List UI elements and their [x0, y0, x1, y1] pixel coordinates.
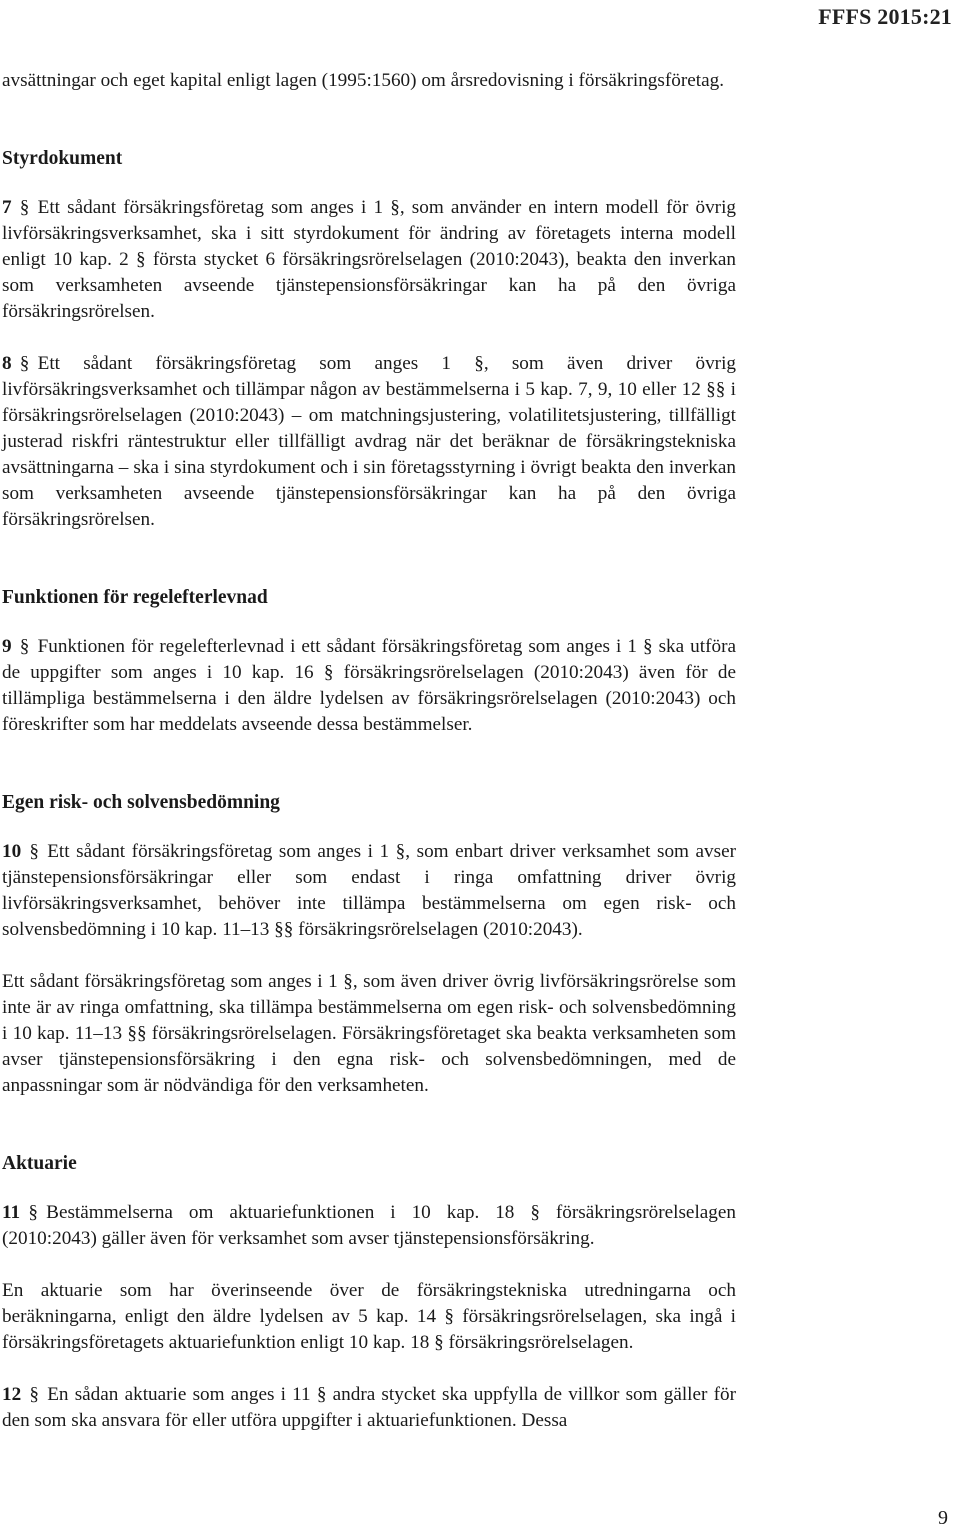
paragraph-text: Bestämmelserna om aktuariefunktionen i 10 kap. 18 § försäkringsrörelselagen (2010:2043) gäller även för verksamhet som avser tjänstepensionsförsäkring. — [2, 1202, 736, 1249]
heading-regelefterlevnad: Funktionen för regelefterlevnad — [2, 587, 268, 608]
section-number: 11 — [2, 1202, 21, 1223]
section-symbol: § — [19, 636, 30, 657]
section-symbol: § — [19, 197, 30, 218]
heading-aktuarie: Aktuarie — [2, 1153, 77, 1174]
paragraph-10 — [2, 839, 736, 943]
paragraph-11-second: En aktuarie som har överinseende över de försäkringstekniska utredningarna och beräkningarna, enligt den äldre lydelsen av 5 kap. 14 § försäkringsrörelselagen, ska ingå i försäkringsföretagets aktuariefunktion enligt 10 kap. 18 § försäkringsrörelselagen. — [2, 1280, 736, 1353]
section-symbol: § — [29, 841, 39, 862]
paragraph-12 — [2, 1382, 736, 1434]
paragraph-7 — [2, 195, 736, 325]
section-symbol: § — [19, 353, 30, 374]
paragraph-11 — [2, 1200, 736, 1252]
paragraph-text: Ett sådant försäkringsföretag som anges i 1 §, som enbart driver verksamhet som avser tjänstepensionsförsäkringar eller som endast i ringa omfattning driver övrig livförsäkringsverksamhet, behöver inte tillämpa bestämmelserna om egen risk- och solvensbedömning i 10 kap. 11–13 §§ försäkringsrörelselagen (2010:2043). — [2, 841, 736, 940]
heading-styrdokument: Styrdokument — [2, 148, 123, 169]
section-symbol: § — [29, 1384, 39, 1405]
paragraph-text: Ett sådant försäkringsföretag som anges i 1 §, som använder en intern modell för övrig livförsäkringsverksamhet, ska i sitt styrdokument för ändring av företagets interna modell enligt 10 kap. 2 § första stycket 6 försäkringsrörelselagen (2010:2043), beakta den inverkan som verksamheten avseende tjänstepensionsförsäkringar kan ha på den övriga försäkringsrörelsen. — [2, 197, 736, 322]
intro-paragraph: avsättningar och eget kapital enligt lagen (1995:1560) om årsredovisning i försäkringsföretag. — [2, 70, 724, 91]
paragraph-8 — [2, 351, 736, 533]
section-number: 10 — [2, 841, 22, 862]
heading-solvens: Egen risk- och solvensbedömning — [2, 792, 280, 813]
document-body — [2, 68, 736, 1434]
document-code: FFFS 2015:21 — [818, 4, 952, 29]
section-number: 9 — [2, 636, 12, 657]
page-number: 9 — [938, 1507, 948, 1529]
section-number: 8 — [2, 353, 12, 374]
paragraph-text: Ett sådant försäkringsföretag som anges 1 §, som även driver övrig livförsäkringsverksamhet och tillämpar någon av bestämmelserna i 5 kap. 7, 9, 10 eller 12 §§ i försäkringsrörelselagen (2010:2043) – om matchningsjustering, volatilitetsjustering, tillfälligt justerad riskfri räntestruktur eller tillfälligt avdrag när det beräknar de försäkringstekniska avsättningarna – ska i sina styrdokument och i sin företagsstyrning i övrigt beakta den inverkan som verksamheten avseende tjänstepensionsförsäkringar kan ha på den övriga försäkringsrörelsen. — [2, 353, 736, 530]
section-number: 12 — [2, 1384, 22, 1405]
paragraph-text: Funktionen för regelefterlevnad i ett sådant försäkringsföretag som anges i 1 § ska utföra de uppgifter som anges i 10 kap. 16 § försäkringsrörelselagen (2010:2043) även för de tillämpliga bestämmelserna i den äldre lydelsen av försäkringsrörelselagen (2010:2043) och föreskrifter som har meddelats avseende dessa bestämmelser. — [2, 636, 736, 735]
section-symbol: § — [28, 1202, 38, 1223]
section-number: 7 — [2, 197, 12, 218]
paragraph-text: En sådan aktuarie som anges i 11 § andra stycket ska uppfylla de villkor som gäller för den som ska ansvara för eller utföra uppgifter i aktuariefunktionen. Dessa — [2, 1384, 736, 1431]
paragraph-9 — [2, 634, 736, 738]
paragraph-10-second: Ett sådant försäkringsföretag som anges i 1 §, som även driver övrig livförsäkringsrörelse som inte är av ringa omfattning, ska tillämpa bestämmelserna om egen risk- och solvensbedömning i 10 kap. 11–13 §§ försäkringsrörelselagen. Försäkringsföretaget ska beakta verksamheten som avser tjänstepensionsförsäkring i den egna risk- och solvensbedömningen, med de anpassningar som är nödvändiga för den verksamheten. — [2, 971, 736, 1096]
